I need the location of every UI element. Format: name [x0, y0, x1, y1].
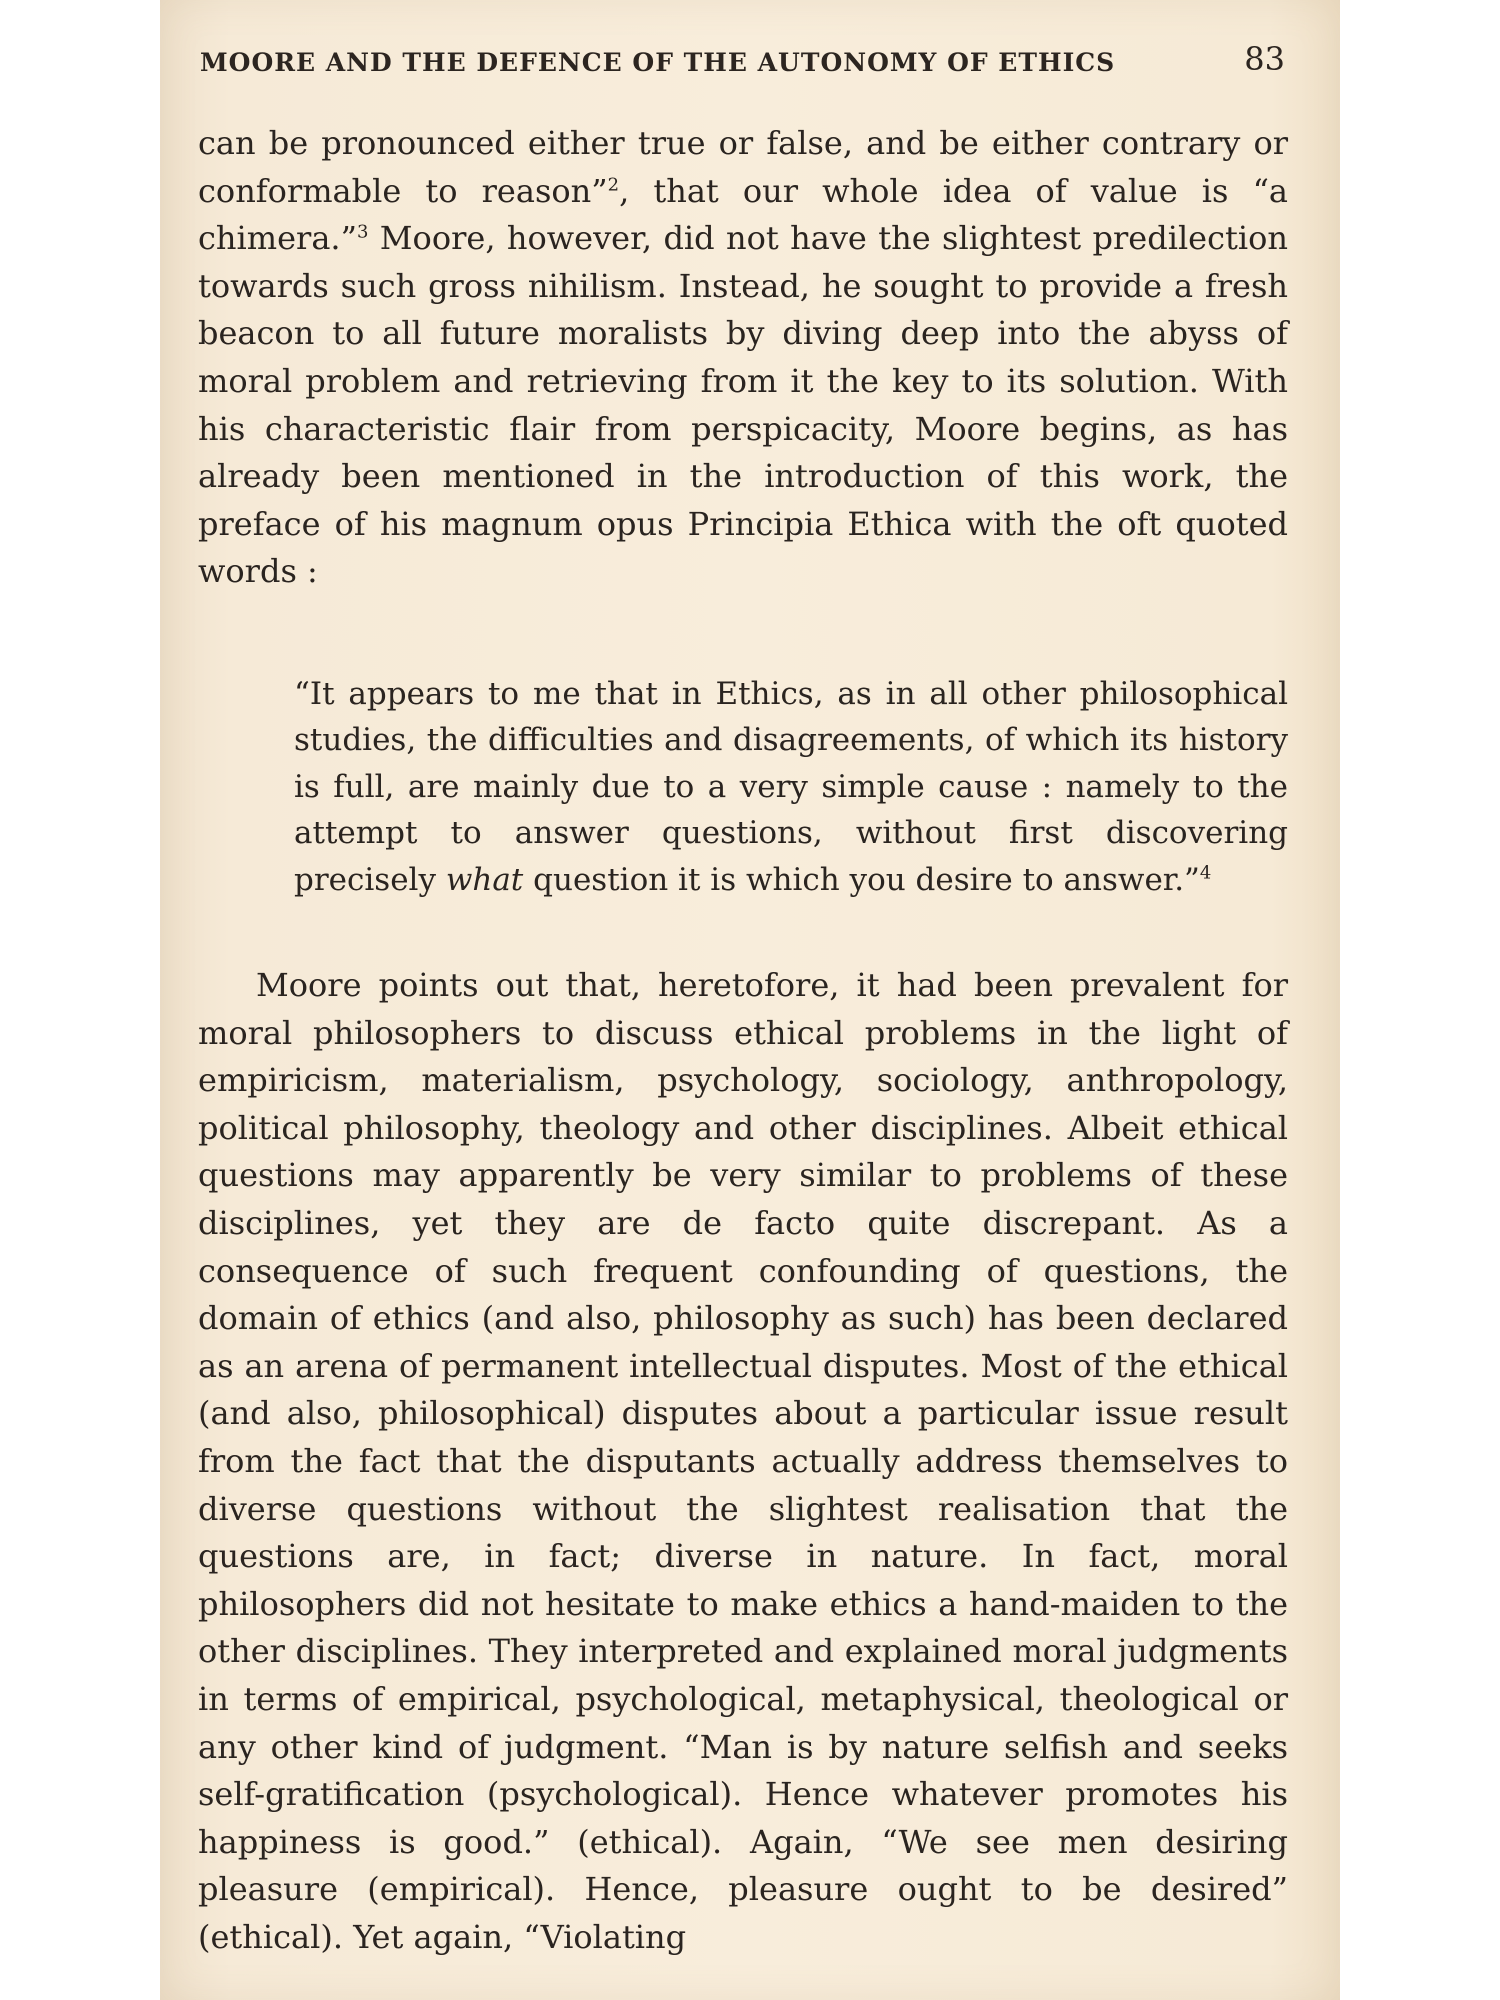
paragraph-2-text: Moore points out that, heretofore, it had been prevalent for moral philosophers to discuss ethical problems in the light of empiricism, materialism, psychology, sociology, anthropology, political philosophy, theology and other disciplines. Albeit ethical questions may apparently be very similar to problems of these disciplines, yet they are de facto quite discrepant. As a consequence of such frequent confounding of questions, the domain of ethics (and also, philosophy as such) has been declared as an arena of permanent intellectual disputes. Most of the ethical (and also, philosophical) disputes about a particular issue result from the fact that the disputants actually address themselves to diverse questions without the slightest realisation that the questions are, in fact; diverse in nature. In fact, moral philosophers did not hesitate to make ethics a hand-maiden to the other disciplines. They interpreted and explained moral judgments in terms of empirical, psychological, metaphysical, theological or any other kind of judgment. “Man is by nature selfish and seeks self-gratification (psychological). Hence whatever promotes his happiness is good.” (ethical). Again, “We see men desiring pleasure (empirical). Hence, pleasure ought to be desired” (ethical). Yet again, “Violating — [198, 966, 1288, 1956]
page-number: 83 — [1244, 40, 1285, 78]
block-quote-text — [294, 671, 1288, 903]
paragraph-1-part-c: Moore, however, did not have the slightest predilection towards such gross nihilism. Instead, he sought to provide a fresh beacon to all future moralists by diving deep into the abyss of moral problem and retrieving from it the key to its solution. With his characteristic flair from perspicacity, Moore begins, as has already been mentioned in the introduction of this work, the preface of his magnum opus Principia Ethica with the oft quoted words : — [198, 219, 1288, 591]
footnote-ref-3: 3 — [356, 221, 369, 243]
paragraph-1 — [198, 120, 1288, 596]
running-head: MOORE AND THE DEFENCE OF THE AUTONOMY OF ETHICS — [200, 48, 1116, 77]
quote-part-a: “It appears to me that in Ethics, as in all other philosophical studies, the difficulties and disagreements, of which its history is full, are mainly due to a very simple cause : namely to the attempt to answer questions, without first discovering precisely — [294, 676, 1288, 898]
book-page — [160, 0, 1340, 2000]
block-quote — [294, 640, 1288, 934]
quote-italic-word: what — [445, 861, 524, 898]
paragraph-1-part-a: can be pronounced either true or false, and be either contrary or conformable to reason” — [198, 124, 1288, 210]
paragraph-1-text — [198, 120, 1288, 596]
footnote-ref-4: 4 — [1199, 862, 1212, 884]
page-header — [200, 40, 1285, 84]
footnote-ref-2: 2 — [607, 173, 620, 195]
quote-part-b: question it is which you desire to answer.” — [523, 861, 1200, 898]
paragraph-2 — [198, 962, 1288, 1961]
paragraph-1-part-b: , that our whole idea of value is “a chimera.” — [198, 171, 1289, 258]
